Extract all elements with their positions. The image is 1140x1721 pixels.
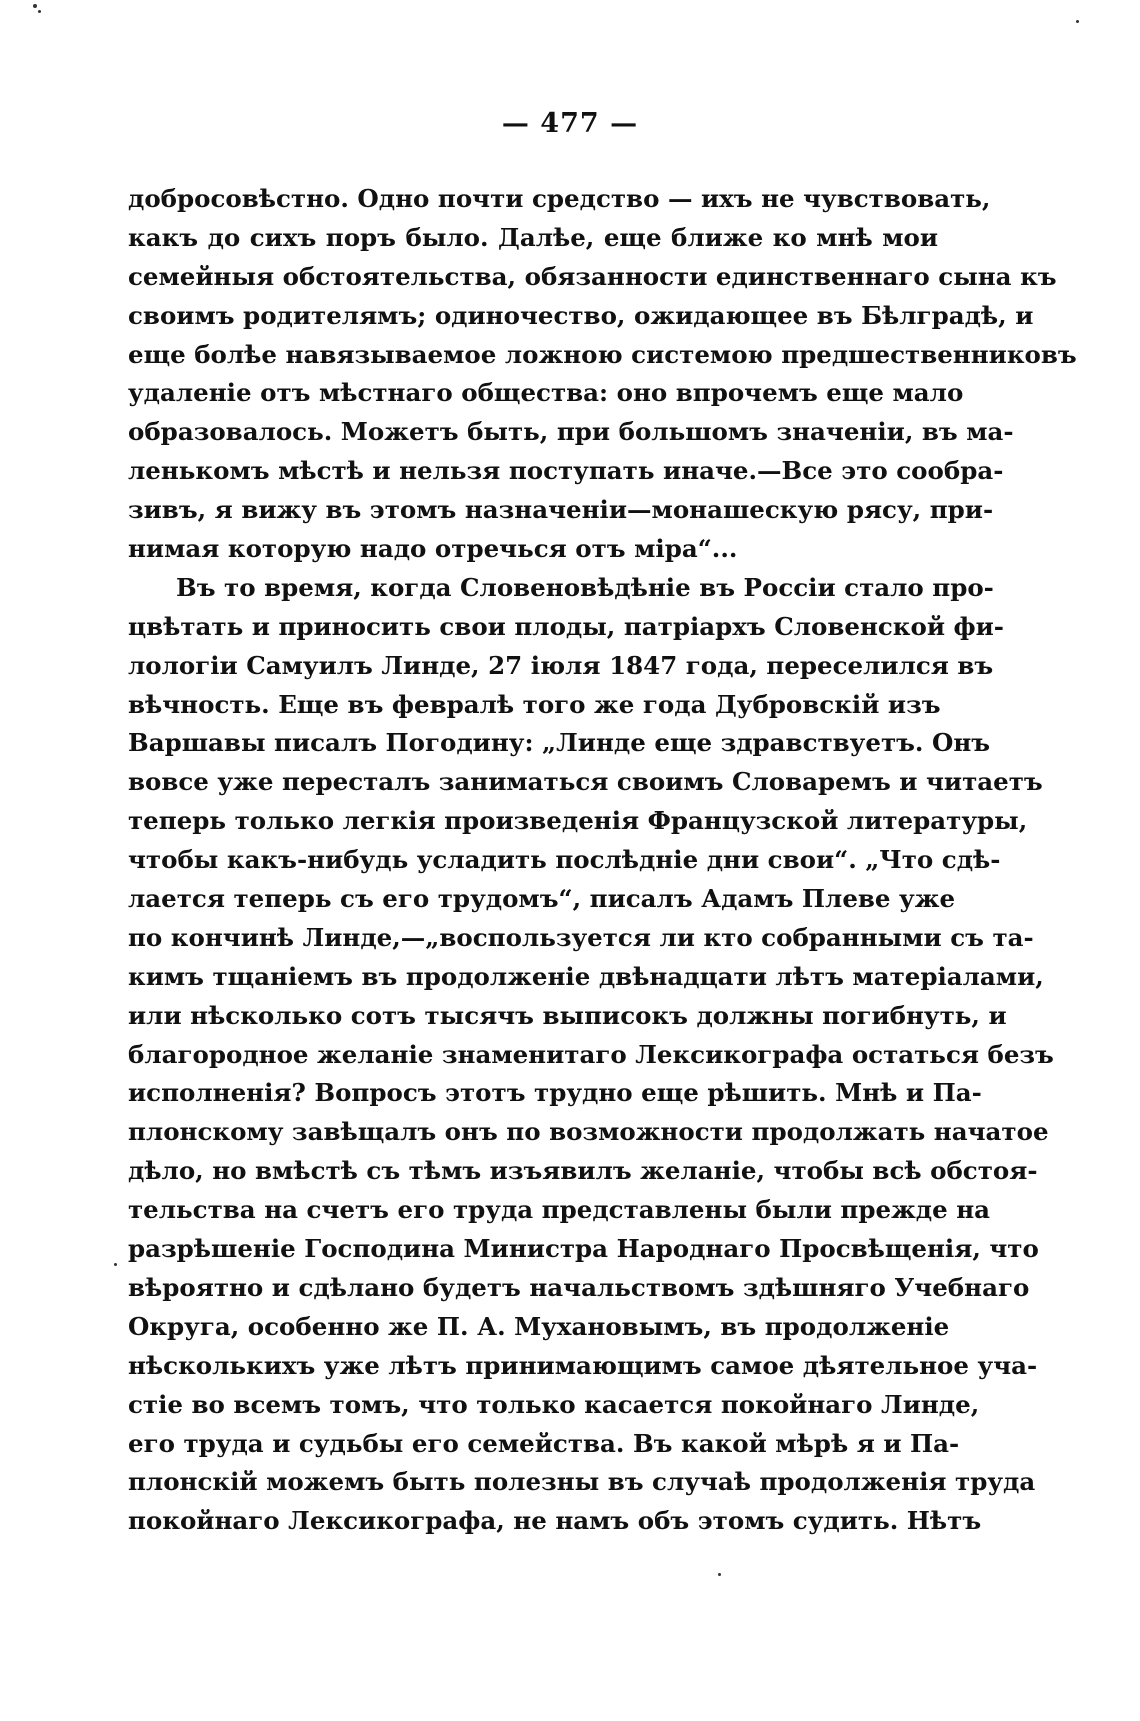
- text-line: нимая которую надо отречься отъ міра“...: [128, 534, 738, 564]
- body-text: [128, 180, 1077, 1541]
- text-line: плонскому завѣщалъ онъ по возможности продолжать начатое: [128, 1117, 1049, 1147]
- text-line: своимъ родителямъ; одиночество, ожидающее въ Бѣлградѣ, и: [128, 300, 1034, 330]
- text-line: нѣсколькихъ уже лѣтъ принимающимъ самое дѣятельное уча-: [128, 1350, 1038, 1380]
- text-line: вѣроятно и сдѣлано будетъ начальствомъ здѣшняго Учебнаго: [128, 1272, 1030, 1302]
- scan-speck: [114, 1263, 117, 1266]
- text-line: тельства на счетъ его труда представлены были прежде на: [128, 1195, 991, 1225]
- text-line: по кончинѣ Линде,—„воспользуется ли кто собранными съ та-: [128, 922, 1034, 952]
- text-line: Въ то время, когда Словеновѣдѣніе въ Россіи стало про-: [176, 572, 994, 602]
- text-line: благородное желаніе знаменитаго Лексикографа остаться безъ: [128, 1039, 1054, 1069]
- text-line: вѣчность. Еще въ февралѣ того же года Дубровскій изъ: [128, 689, 941, 719]
- text-line: цвѣтать и приносить свои плоды, патріархъ Словенской фи-: [128, 611, 1004, 641]
- text-line: семейныя обстоятельства, обязанности единственнаго сына къ: [128, 261, 1057, 291]
- text-line: удаленіе отъ мѣстнаго общества: оно впрочемъ еще мало: [128, 378, 964, 408]
- paragraph-1: [128, 180, 1077, 569]
- text-line: плонскій можемъ быть полезны въ случаѣ продолженія труда: [128, 1467, 1036, 1497]
- text-line: образовалось. Можетъ быть, при большомъ значеніи, въ ма-: [128, 417, 1014, 447]
- text-line: его труда и судьбы его семейства. Въ какой мѣрѣ я и Па-: [128, 1428, 960, 1458]
- scan-speck: [38, 10, 41, 13]
- text-line: зивъ, я вижу въ этомъ назначеніи—монашескую рясу, при-: [128, 495, 994, 525]
- text-line: кимъ тщаніемъ въ продолженіе двѣнадцати лѣтъ матеріалами,: [128, 961, 1044, 991]
- text-line: чтобы какъ-нибудь усладить послѣдніе дни свои“. „Что сдѣ-: [128, 845, 1001, 875]
- text-line: какъ до сихъ поръ было. Далѣе, еще ближе ко мнѣ мои: [128, 222, 938, 252]
- text-line: лается теперь съ его трудомъ“, писалъ Адамъ Плеве уже: [128, 884, 956, 914]
- text-line: или нѣсколько сотъ тысячъ выписокъ должны погибнуть, и: [128, 1000, 1007, 1030]
- text-line: стіе во всемъ томъ, что только касается покойнаго Линде,: [128, 1389, 980, 1419]
- text-line: Округа, особенно же П. А. Мухановымъ, въ продолженіе: [128, 1311, 950, 1341]
- text-line: покойнаго Лексикографа, не намъ объ этомъ судить. Нѣтъ: [128, 1506, 982, 1536]
- paragraph-2: [128, 569, 1054, 1541]
- text-line: лологіи Самуилъ Линде, 27 іюля 1847 года, переселился въ: [128, 650, 994, 680]
- page-number: — 477 —: [501, 108, 639, 139]
- scan-speck: [718, 1573, 721, 1576]
- text-line: еще болѣе навязываемое ложною системою предшественниковъ: [128, 339, 1077, 369]
- text-line: теперь только легкія произведенія Французской литературы,: [128, 806, 1028, 836]
- text-line: вовсе уже пересталъ заниматься своимъ Словаремъ и читаетъ: [128, 767, 1043, 797]
- text-line: дѣло, но вмѣстѣ съ тѣмъ изъявилъ желаніе, чтобы всѣ обстоя-: [128, 1156, 1038, 1186]
- scan-speck: [33, 4, 37, 8]
- text-line: добросовѣстно. Одно почти средство — ихъ не чувствовать,: [128, 184, 991, 213]
- text-line: исполненія? Вопросъ этотъ трудно еще рѣшить. Мнѣ и Па-: [128, 1078, 982, 1108]
- text-line: ленькомъ мѣстѣ и нельзя поступать иначе.—Все это сообра-: [128, 456, 1004, 486]
- text-line: разрѣшеніе Господина Министра Народнаго Просвѣщенія, что: [128, 1234, 1039, 1264]
- text-line: Варшавы писалъ Погодину: „Линде еще здравствуетъ. Онъ: [128, 728, 991, 758]
- scan-speck: [1076, 20, 1079, 23]
